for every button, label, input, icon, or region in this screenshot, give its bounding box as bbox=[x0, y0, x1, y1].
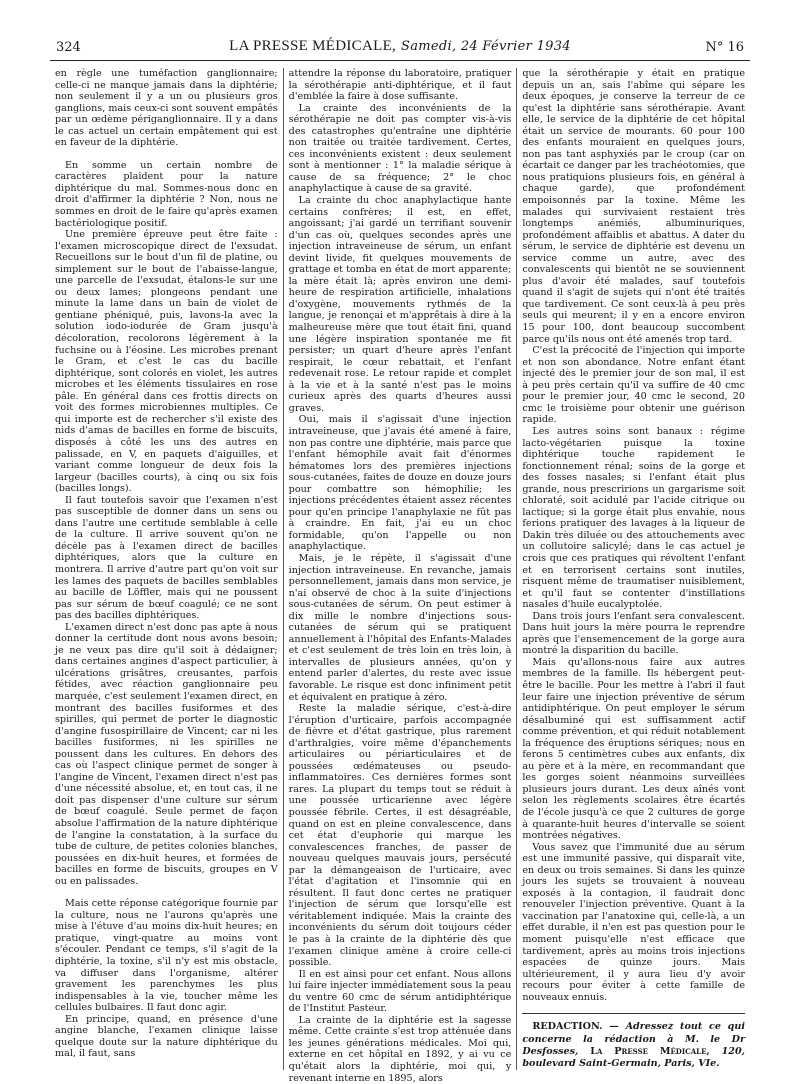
paragraph: Les autres soins sont banaux : régime lacto-végétarien puisque la toxine diphtérique touche rapidement le fonctionnement rénal; soins de la gorge et des fosses nasales; si l'enfant était plus grande, nous prescririons un gargarisme soit chloraté, soit acidulé par l'acide citrique ou lactique; si la gorge était plus envahie, nous ferions pratiquer des lavages à la liqueur de Dakin très diluée ou des attouchements avec un collutoire salicylé; dans le cas actuel je crois que ces pratiques qui révoltent l'enfant et en terrorisent certains sont inutiles, risquent même de traumatiser nuisiblement, et qu'il faut se contenter d'instillations nasales d'huile eucalyptolée. bbox=[522, 425, 746, 611]
paragraph: C'est la précocité de l'injection qui importe et non son abondance. Notre enfant étant injecté dès le premier jour de son mal, il est à peu près certain qu'il va suffire de 40 cmc pour le premier jour, 40 cmc le second, 20 cmc le troisième pour obtenir une guérison rapide. bbox=[522, 345, 746, 426]
redaction-journal: La Presse Médicale, bbox=[590, 1045, 710, 1057]
column-1 bbox=[50, 68, 283, 1070]
paragraph: Mais, je le répète, il s'agissait d'une injection intraveineuse. En revanche, jamais personnellement, jamais dans mon service, je n'ai observé de choc à la suite d'injections sous-cutanées de sérum. On peut estimer à dix mille le nombre d'injections sous-cutanées de sérum qui se pratiquent annuellement à l'hôpital des Enfants-Malades et c'est seulement de très loin en très loin, à intervalles de plusieurs années, qu'on y entend parler d'alertes, du reste avec issue favorable. Le risque est donc infiniment petit et équivalent en pratique à zéro. bbox=[288, 552, 512, 703]
paragraph: Mais qu'allons-nous faire aux autres membres de la famille. Ils hébergent peut-être le bacille. Pour les mettre à l'abri il faut leur faire une injection préventive de sérum antidiphtérique. On peut employer le sérum désalbuminé qui est suffisamment actif comme prévention, et qui réduit notablement la fréquence des éruptions sériques; nous en ferons 5 centimètres cubes aux enfants, dix au père et à la mère, en recommandant que les gorges soient néanmoins surveillées plusieurs jours durant. Les deux aînés vont selon les règlements scolaires être écartés de l'école jusqu'à ce que 2 cultures de gorge à quarante-huit heures d'intervalle se soient montrées négatives. bbox=[522, 656, 746, 842]
journal-name: LA PRESSE MÉDICALE, bbox=[229, 38, 397, 54]
running-title bbox=[50, 38, 750, 55]
paragraph: L'examen direct n'est donc pas apte à nous donner la certitude dont nous avons besoin; je ne veux pas dire qu'il soit à dédaigner; dans certaines angines d'aspect particulier, à ulcérations grisâtres, creusantes, parfois fétides, avec réaction ganglionnaire peu marquée, c'est seulement l'examen direct, en montrant des bacilles fusiformes et des spirilles, qui permet de porter le diagnostic d'angine fusospirillaire de Vincent; car ni les bacilles fusiformes, ni les spirilles ne poussent dans les cultures. En dehors des cas où l'aspect clinique permet de songer à l'angine de Vincent, l'examen direct n'est pas d'une nécessité absolue, et, en tout cas, il ne doit pas dispenser d'une culture sur sérum de bœuf coagulé. Seule permet de façon absolue l'affirmation de la nature diphtérique de l'angine la constatation, à la surface du tube de culture, de petites colonies blanches, poussées en dix-huit heures, et formées de bacilles en forme de biscuits, groupes en V ou en palissades. bbox=[55, 621, 278, 887]
issue-date: Samedi, 24 Février 1934 bbox=[401, 39, 571, 54]
paragraph: en règle une tuméfaction ganglionnaire; celle-ci ne manque jamais dans la diphtérie; non seulement il y a un ou plusieurs gros ganglions, mais ceux-ci sont souvent empâtés par un œdème périganglionnaire. Il y a dans le cas actuel un certain empâtement qui est en faveur de la diphtérie. bbox=[55, 68, 278, 149]
paragraph: Une première épreuve peut être faite : l'examen microscopique direct de l'exsudat. Recueillons sur le bout d'un fil de platine, ou simplement sur le bout de l'abaisse-langue, une parcelle de l'exsudat, étalons-le sur une ou deux lames; plongeons pendant une minute la lame dans un bain de violet de gentiane phéniqué, puis, lavons-la avec la solution iodo-iodurée de Gram jusqu'à décoloration, recolorons légèrement à la fuchsine ou à l'éosine. Les microbes prenant le Gram, et c'est le cas du bacille diphtérique, sont colorés en violet, les autres microbes et les éléments tissulaires en rose pâle. En général dans ces frottis directs on voit des formes microbiennes multiples. Ce qui importe est de rechercher s'il existe des nids d'amas de bacilles en forme de biscuits, disposés à côté les uns des autres en palissade, en V, en paquets d'aiguilles, et variant comme longueur de deux fois la largeur (bacilles courts), à cinq ou six fois (bacilles longs). bbox=[55, 229, 278, 495]
paragraph: Reste la maladie sérique, c'est-à-dire l'éruption d'urticaire, parfois accompagnée de fièvre et d'état gastrique, plus rarement d'arthralgies, voire même d'épanchements articulaires ou périarticulaires et de poussées œdémateuses ou pseudo-inflammatoires. Ces dernières formes sont rares. La plupart du temps tout se réduit à une poussée urticarienne avec légère poussée fébrile. Certes, il est désagréable, quand on est en pleine convalescence, dans cet état d'euphorie qui marque les convalescences franches, de passer de nouveau quelques mauvais jours, persécuté par la démangeaison de l'urticaire, avec l'état d'agitation et l'insomnie qui en résultent. Il faut donc certes ne pratiquer l'injection de sérum que lorsqu'elle est véritablement indiquée. Mais la crainte des inconvénients du sérum doit toujours céder le pas à la crainte de la diphtérie dès que l'examen clinique amène à croire celle-ci possible. bbox=[288, 703, 512, 969]
paragraph: La crainte des inconvénients de la sérothérapie ne doit pas compter vis-à-vis des catastrophes qu'entraîne une diphtérie non traitée ou traitée tardivement. Certes, ces inconvénients existent : deux seulement sont à mentionner : 1° la maladie sérique à cause de sa fréquence; 2° le choc anaphylactique à cause de sa gravité. bbox=[288, 102, 512, 195]
redaction-text: — Adressez tout ce qui concerne la rédaction à M. le Dr Desfosses, bbox=[522, 1021, 746, 1057]
page-number: 324 bbox=[56, 40, 81, 55]
article-columns bbox=[50, 68, 750, 1084]
paragraph: En principe, quand, en présence d'une angine blanche, l'examen clinique laisse quelque doute sur la nature diphtérique du mal, il faut, sans bbox=[55, 1013, 278, 1060]
paragraph: Vous savez que l'immunité due au sérum est une immunité passive, qui disparaît vite, en deux ou trois semaines. Si dans les quinze jours les sujets se trouvaient à nouveau exposés à la contagion, il faudrait donc renouveler l'injection préventive. Quant à la vaccination par l'anatoxine qui, celle-là, a un effet durable, il n'en est pas question pour le moment puisqu'elle n'est efficace que tardivement, après au moins trois injections espacées de quinze jours. Mais ultérieurement, il y aura lieu d'y avoir recours pour éviter à cette famille de nouveaux ennuis. bbox=[522, 841, 746, 1003]
paragraph: Il en est ainsi pour cet enfant. Nous allons lui faire injecter immédiatement sous la peau du ventre 60 cmc de sérum antidiphtérique de l'Institut Pasteur. bbox=[288, 968, 512, 1015]
paragraph: que la sérothérapie y était en pratique depuis un an, sais l'abîme qui sépare les deux époques, je conserve la terreur de ce qu'est la diphtérie sans sérothérapie. Avant elle, le service de la diphtérie de cet hôpital était un service de mourants. 60 pour 100 des enfants mouraient en quelques jours, non pas tant asphyxiés par le croup (car on écartait ce danger par les trachéotomies, que nous pratiquions plusieurs fois, en général à chaque garde), que profondément empoisonnés par la toxine. Même les malades qui survivaient restaient très longtemps anémiés, albuminuriques, profondément affaiblis et abattus. A dater du sérum, le service de diphtérie est devenu un service comme un autre, avec des convalescents qui bientôt ne se souviennent plus d'avoir été malades, sauf toutefois quand il s'agit de sujets qui n'ont été traités que tardivement. Ce sont ceux-là à peu près seuls qui meurent; il y en a encore environ 15 pour 100, dont beaucoup succombent parce qu'ils nous ont été amenés trop tard. bbox=[522, 68, 746, 345]
paragraph: attendre la réponse du laboratoire, pratiquer la sérothérapie anti-diphtérique, et il faut d'emblée la faire à dose suffisante. bbox=[288, 68, 512, 103]
redaction-address: 120, boulevard Saint-Germain, Paris, VIe. bbox=[522, 1045, 746, 1070]
issue-number: N° 16 bbox=[705, 40, 744, 55]
paragraph: En somme un certain nombre de caractères plaident pour la nature diphtérique du mal. Sommes-nous donc en droit d'affirmer la diphtérie ? Non, nous ne sommes en droit de le faire qu'après examen bactériologique positif. bbox=[55, 159, 278, 229]
page-header bbox=[50, 38, 750, 61]
redaction-label: REDACTION. bbox=[532, 1021, 603, 1033]
paragraph: Il faut toutefois savoir que l'examen n'est pas susceptible de donner dans un sens ou dans l'autre une certitude semblable à celle de la culture. Il arrive souvent qu'on ne décèle pas à l'examen direct de bacilles diphtériques, alors que la culture en montrera. Il arrive d'autre part qu'on voit sur les lames des paquets de bacilles semblables au bacille de Löffler, mais qui ne poussent pas sur sérum de bœuf coagulé; ce ne sont pas des bacilles diphtériques. bbox=[55, 494, 278, 622]
paragraph: La crainte de la diphtérie est la sagesse même. Cette crainte s'est trop atténuée dans les jeunes générations médicales. Moi qui, externe en cet hôpital en 1892, y ai vu ce qu'était alors la diphtérie, moi qui, y revenant interne en 1895, alors bbox=[288, 1014, 512, 1084]
paragraph: Mais cette réponse catégorique fournie par la culture, nous ne l'aurons qu'après une mise à l'étuve d'au moins dix-huit heures; en pratique, vingt-quatre au moins vont s'écouler. Pendant ce temps, s'il s'agit de la diphtérie, la toxine, s'il n'y est mis obstacle, va diffuser dans l'organisme, altérer gravement les parenchymes les plus indispensables à la vie, toucher même les cellules bulbaires. Il faut donc agir. bbox=[55, 898, 278, 1014]
column-3 bbox=[516, 68, 750, 1070]
column-2 bbox=[283, 68, 517, 1084]
paragraph: La crainte du choc anaphylactique hante certains confrères; il est, en effet, angoissant; j'ai gardé un terrifiant souvenir d'un cas où, quelques secondes après une injection intraveineuse de sérum, un enfant devint livide, fit quelques mouvements de grattage et tomba en état de mort apparente; la mère était là; après environ une demi-heure de respiration artificielle, inhalations d'oxygène, mouvements rythmés de la langue, je renonçai et m'apprêtais à dire à la malheureuse mère que tout était fini, quand une légère inspiration spontanée me fit persister; un quart d'heure après l'enfant respirait, le cœur rebattait, et l'enfant redevenait rose. Le retour rapide et complet à la vie et à la santé n'est pas le moins curieux après des quarts d'heures aussi graves. bbox=[288, 195, 512, 414]
paragraph: Dans trois jours l'enfant sera convalescent. Dans huit jours la mère pourra le reprendre après que l'ensemencement de la gorge aura montré la disparition du bacille. bbox=[522, 610, 746, 657]
paragraph: Oui, mais il s'agissait d'une injection intraveineuse, que j'avais été amené à faire, non pas contre une diphtérie, mais parce que l'enfant hémophile avait fait d'énormes hématomes lors des premières injections sous-cutanées, faites de douze en douze jours pour combattre son hémophilie; les injections précédentes étaient assez récentes pour qu'en principe l'anaphylaxie ne fût pas à craindre. En fait, j'ai eu un choc formidable, qu'on l'appelle ou non anaphylactique. bbox=[288, 414, 512, 553]
redaction-notice bbox=[522, 1013, 745, 1070]
